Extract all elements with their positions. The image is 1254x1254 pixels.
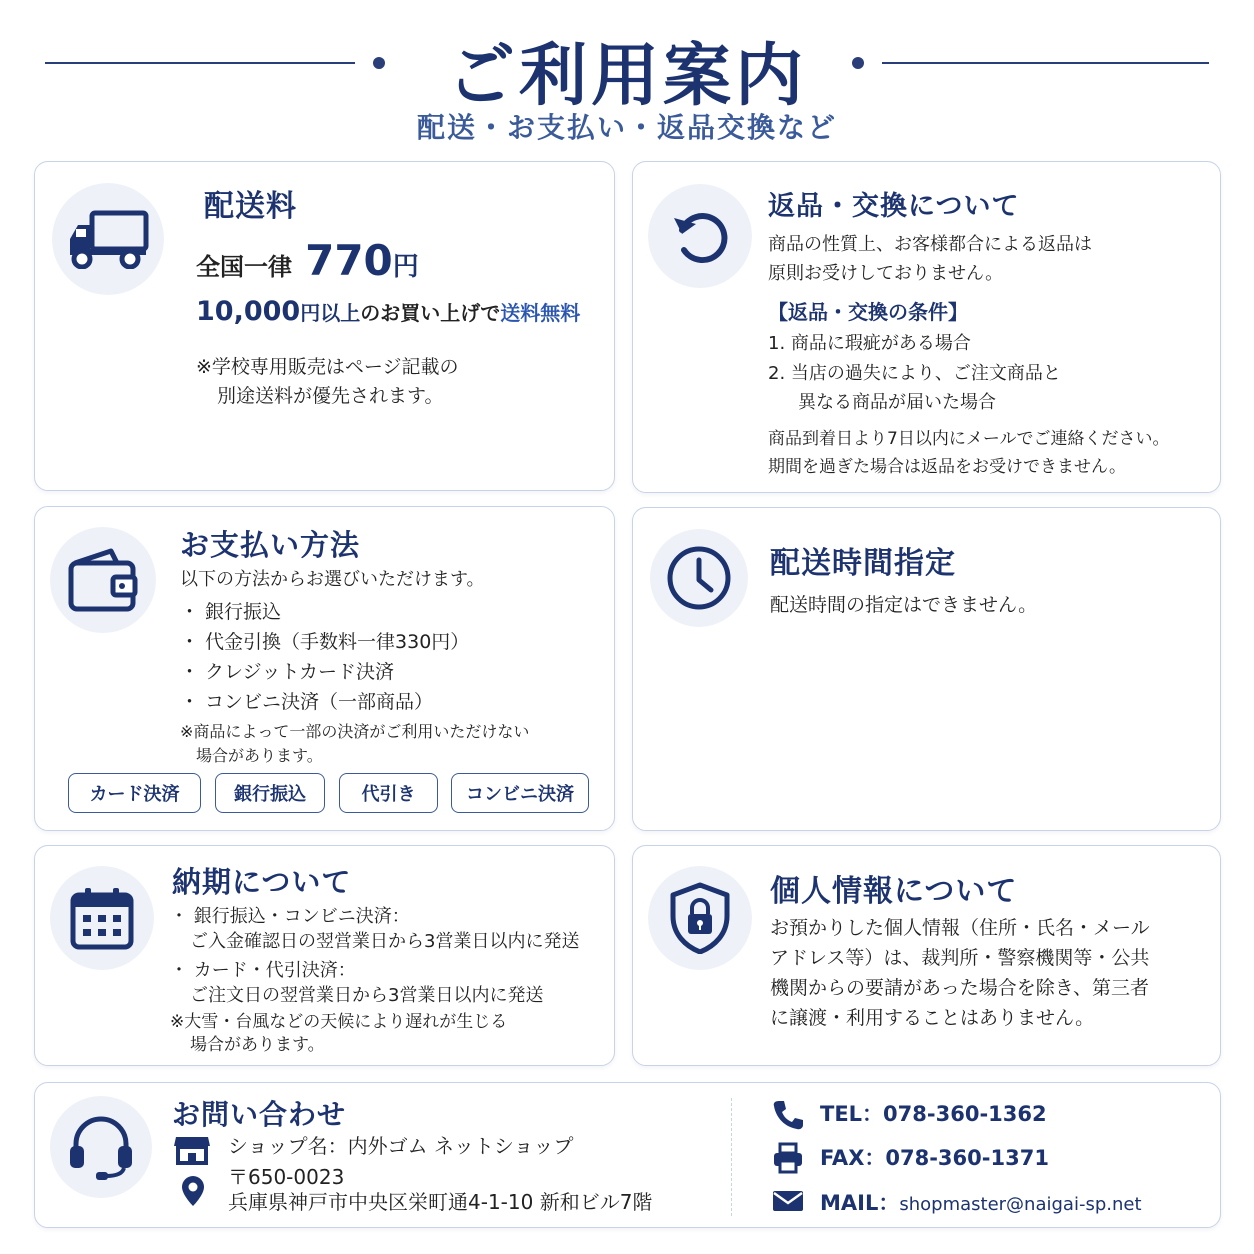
shipping-title: 配送料 — [204, 189, 297, 224]
payment-method: ・ コンビニ決済（一部商品） — [180, 691, 434, 713]
tag-cash-on-delivery: 代引き — [339, 773, 438, 813]
returns-condition-2a: 2. 当店の過失により、ご注文商品と — [768, 363, 1061, 384]
payment-note-2: 場合があります。 — [196, 746, 323, 765]
wallet-icon — [67, 547, 139, 613]
shield-lock-icon — [669, 882, 731, 954]
free-shipping-middle: のお買い上げで — [360, 301, 501, 325]
lead-time-title: 納期について — [172, 865, 352, 899]
tag-bank-transfer: 銀行振込 — [215, 773, 325, 813]
privacy-icon-circle — [648, 866, 752, 970]
contact-address: 兵庫県神戸市中央区栄町通4-1-10 新和ビル7階 — [228, 1190, 653, 1214]
free-shipping-unit: 円以上 — [300, 301, 361, 325]
payment-note-1: ※商品によって一部の決済がご利用いただけない — [180, 722, 530, 741]
returns-condition-2b: 異なる商品が届いた場合 — [798, 392, 996, 413]
free-shipping-line — [196, 296, 580, 327]
privacy-title: 個人情報について — [770, 874, 1018, 909]
shipping-price: 770 — [305, 236, 393, 285]
shipping-icon-circle — [52, 183, 164, 295]
truck-icon — [66, 209, 150, 269]
payment-icon-circle — [50, 527, 156, 633]
contact-mail-line — [820, 1187, 1142, 1217]
tag-convenience-store: コンビニ決済 — [451, 773, 589, 813]
returns-icon-circle — [648, 184, 752, 288]
payment-method: ・ 銀行振込 — [180, 601, 282, 623]
lead-time-icon-circle — [50, 866, 154, 970]
contact-mail-label: MAIL： — [820, 1191, 900, 1215]
phone-icon — [772, 1099, 804, 1131]
delivery-time-icon-circle — [650, 529, 748, 627]
lead-time-note-1: ※大雪・台風などの天候により遅れが生じる — [170, 1012, 508, 1032]
payment-intro: 以下の方法からお選びいただけます。 — [180, 569, 485, 590]
lead-time-note-2: 場合があります。 — [190, 1035, 325, 1055]
shipping-flat-label: 全国一律 — [196, 253, 292, 281]
page-title: ご利用案内 — [446, 37, 807, 116]
privacy-line-4: に譲渡・利用することはありません。 — [770, 1007, 1095, 1029]
returns-condition-1: 1. 商品に瑕疵がある場合 — [768, 333, 971, 354]
returns-footer-2: 期間を過ぎた場合は返品をお受けできません。 — [768, 457, 1127, 477]
privacy-line-1: お預かりした個人情報（住所・氏名・メール — [770, 917, 1150, 939]
calendar-icon — [69, 885, 135, 951]
lead-time-item2-head: ・ カード・代引決済： — [170, 960, 356, 981]
shipping-note-1: ※学校専用販売はページ記載の — [196, 356, 459, 378]
page-subtitle: 配送・お支払い・返品交換など — [416, 111, 837, 144]
contact-shop-name: ショップ名：内外ゴム ネットショップ — [228, 1134, 574, 1158]
payment-methods — [180, 597, 469, 717]
contact-divider — [731, 1098, 732, 1216]
contact-fax: FAX：078-360-1371 — [820, 1146, 1049, 1170]
returns-intro-1: 商品の性質上、お客様都合による返品は — [768, 234, 1092, 255]
payment-method: ・ クレジットカード決済 — [180, 661, 394, 683]
payment-title: お支払い方法 — [180, 528, 361, 562]
lead-time-item1-body: ご入金確認日の翌営業日から3営業日以内に発送 — [190, 931, 580, 952]
contact-icon-circle — [50, 1096, 152, 1198]
returns-intro-2: 原則お受けしておりません。 — [768, 263, 1004, 284]
free-shipping-amount: 10,000 — [196, 296, 301, 327]
shipping-price-line — [196, 236, 419, 285]
clock-icon — [665, 544, 733, 612]
free-shipping-label: 送料無料 — [500, 301, 581, 325]
privacy-line-3: 機関からの要請があった場合を除き、第三者 — [770, 977, 1150, 999]
shipping-price-unit: 円 — [392, 252, 419, 282]
fax-icon — [772, 1142, 804, 1174]
returns-title: 返品・交換について — [768, 191, 1020, 222]
payment-method: ・ 代金引換（手数料一律330円） — [180, 631, 470, 653]
lead-time-item1-head: ・ 銀行振込・コンビニ決済： — [170, 906, 410, 927]
delivery-time-body: 配送時間の指定はできません。 — [770, 594, 1038, 616]
returns-footer-1: 商品到着日より7日以内にメールでご連絡ください。 — [768, 429, 1170, 449]
contact-tel[interactable]: TEL：078-360-1362 — [820, 1102, 1047, 1126]
contact-title: お問い合わせ — [172, 1098, 347, 1131]
tag-card-payment: カード決済 — [68, 773, 201, 813]
return-arrow-icon — [668, 204, 732, 268]
shipping-note-2: 別途送料が優先されます。 — [217, 385, 444, 407]
map-pin-icon — [180, 1174, 206, 1208]
headset-icon — [66, 1112, 136, 1182]
mail-icon — [772, 1190, 804, 1212]
shop-icon — [174, 1135, 210, 1165]
privacy-line-2: アドレス等）は、裁判所・警察機関等・公共 — [770, 947, 1150, 969]
contact-postal-code: 〒650-0023 — [228, 1165, 345, 1189]
delivery-time-title: 配送時間指定 — [770, 546, 956, 581]
returns-conditions-title: 【返品・交換の条件】 — [768, 300, 968, 324]
lead-time-item2-body: ご注文日の翌営業日から3営業日以内に発送 — [190, 985, 544, 1006]
contact-mail-address[interactable]: shopmaster@naigai-sp.net — [899, 1194, 1142, 1215]
